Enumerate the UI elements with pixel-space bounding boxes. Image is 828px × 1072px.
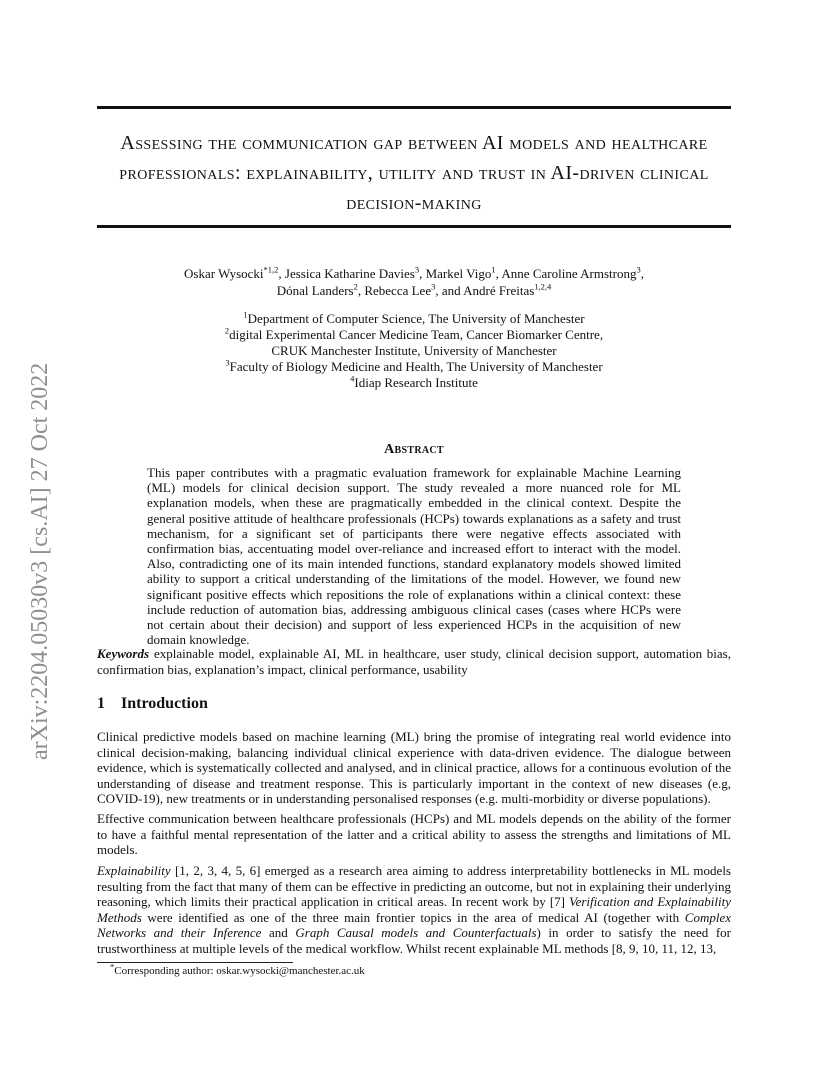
title-top-rule [97,106,731,109]
author-line-1 [97,265,731,282]
section-number: 1 [97,695,105,712]
affiliation-text: digital Experimental Cancer Medicine Team, Cancer Biomarker Centre, [229,327,604,342]
author-name: Anne Caroline Armstrong [501,266,637,281]
keywords-text: explainable model, explainable AI, ML in healthcare, user study, clinical decision support, automation bias, confirmation bias, explanation’s impact, clinical performance, usability [97,646,731,677]
arxiv-identifier-text: arXiv:2204.05030v3 [cs.AI] 27 Oct 2022 [27,362,53,760]
author-affiliation-mark: 1,2,4 [534,281,552,292]
paragraph-text: ) in order to satisfy the need for trustworthiness at multiple levels of the medical workflow. Whilst recent explainable ML methods [8, 9, 10, 11, 12, 13, [97,925,731,956]
paragraph-text: and [261,925,296,941]
affiliation-mark: 2 [224,325,230,336]
author-separator: , [278,266,285,281]
abstract-body: This paper contributes with a pragmatic evaluation framework for explainable Machine Learning (ML) models for clinical decision support. The study revealed a more nuanced role for ML explanation models, when these are pragmatically embedded in the clinical context. Despite the general positive attitude of healthcare professionals (HCPs) towards explanations as a safety and trust mechanism, for a significant set of participants there were negative effects associated with confirmation bias, accentuating model over-reliance and increased effort to interact with the model. Also, contradicting one of its main intended functions, standard explanatory models showed limited ability to support a critical understanding of the limitations of the model. However, we found new significant positive effects which repositions the role of explanations within a clinical context: these include reduction of automation bias, addressing ambiguous clinical cases (cases where HCPs were not certain about their decision) and support of less experienced HCPs in the acquisition of new domain knowledge. [147,465,681,648]
section-title: Introduction [121,695,208,712]
emphasis-term: Complex Networks and their Inference [97,909,731,941]
author-name: Markel Vigo [425,266,492,281]
title-bottom-rule [97,225,731,228]
author-line-2 [97,282,731,299]
author-separator: , [419,266,426,281]
emphasis-term: Explainability [97,863,171,878]
footnote-text: Corresponding author: oskar.wysocki@manchester.ac.uk [114,965,365,977]
author-affiliation-mark: 1 [491,264,496,275]
footnote-rule [97,962,293,963]
affiliation-mark: 3 [225,357,230,368]
author-affiliation-mark: 3 [431,281,436,292]
author-affiliation-mark: 3 [636,264,641,275]
intro-paragraph-1: Clinical predictive models based on machine learning (ML) bring the promise of integrating real world evidence into clinical decision-making, balancing individual clinical experience with data-driven evidence. The dialogue between evidence, which is systematically collected and analysed, and in clinical practice, allows for a continuous evolution of the understanding of disease and treatment response. This is particularly important in the context of new diseases (e.g, COVID-19), new treatments or in understanding personalised responses (e.g. multi-morbidity or diverse populations). [97,729,731,807]
affiliation-text: Faculty of Biology Medicine and Health, The University of Manchester [229,359,603,374]
author-list [97,265,731,299]
author-name: Rebecca Lee [364,283,432,298]
section-heading-introduction [97,695,208,713]
footnote-mark: * [110,961,115,972]
paper-title: Assessing the communication gap between AI models and healthcare professionals: explainability, utility and trust in AI-driven clinical decision-making [119,132,709,214]
author-affiliation-mark: 3 [414,264,420,275]
author-name: Dónal Landers [276,283,354,298]
emphasis-term: Graph Causal models and Counterfactuals [295,925,537,941]
keywords-paragraph [97,646,731,677]
intro-paragraph-2: Effective communication between healthcare professionals (HCPs) and ML models depends on the ability of the former to have a faithful mental representation of the latter and a critical ability to assess the strengths and limitations of ML models. [97,811,731,858]
affiliation-mark: 4 [350,373,355,384]
affiliation-list [97,311,731,391]
footnote [110,961,365,978]
affiliation-text: Idiap Research Institute [354,375,478,390]
author-separator: , [640,266,644,281]
affiliation-line [97,375,731,391]
abstract-heading: Abstract [384,442,444,457]
author-affiliation-mark: 2 [353,281,358,292]
affiliation-line [97,359,731,375]
affiliation-line [97,327,731,343]
affiliation-text: Department of Computer Science, The University of Manchester [247,311,585,326]
paragraph-text: were identified as one of the three main frontier topics in the area of medical AI (together with [141,909,685,925]
author-name: Oskar Wysocki [184,266,264,281]
paragraph-text: [1, 2, 3, 4, 5, 6] emerged as a research area aiming to address interpretability bottlenecks in ML models resulting from the fact that many of them can be effective in predicting an outcome, but not in explaining their underlying reasoning, which limits their practical application in critical areas. In recent work by [7] [97,863,731,910]
author-separator: , and [435,283,464,298]
intro-paragraph-3 [97,863,731,957]
affiliation-line [97,311,731,327]
affiliation-mark: 1 [243,309,248,320]
author-separator: , [357,283,365,298]
affiliation-line [97,343,731,359]
author-name: Jessica Katharine Davies [284,266,415,281]
author-name: André Freitas [463,283,535,298]
emphasis-term: Verification and Explainability Methods [97,894,732,925]
arxiv-identifier-stamp [20,300,60,760]
keywords-label: Keywords [97,646,149,661]
author-separator: , [495,266,502,281]
affiliation-text: CRUK Manchester Institute, University of Manchester [271,343,557,358]
author-affiliation-mark: *1,2 [263,264,279,275]
